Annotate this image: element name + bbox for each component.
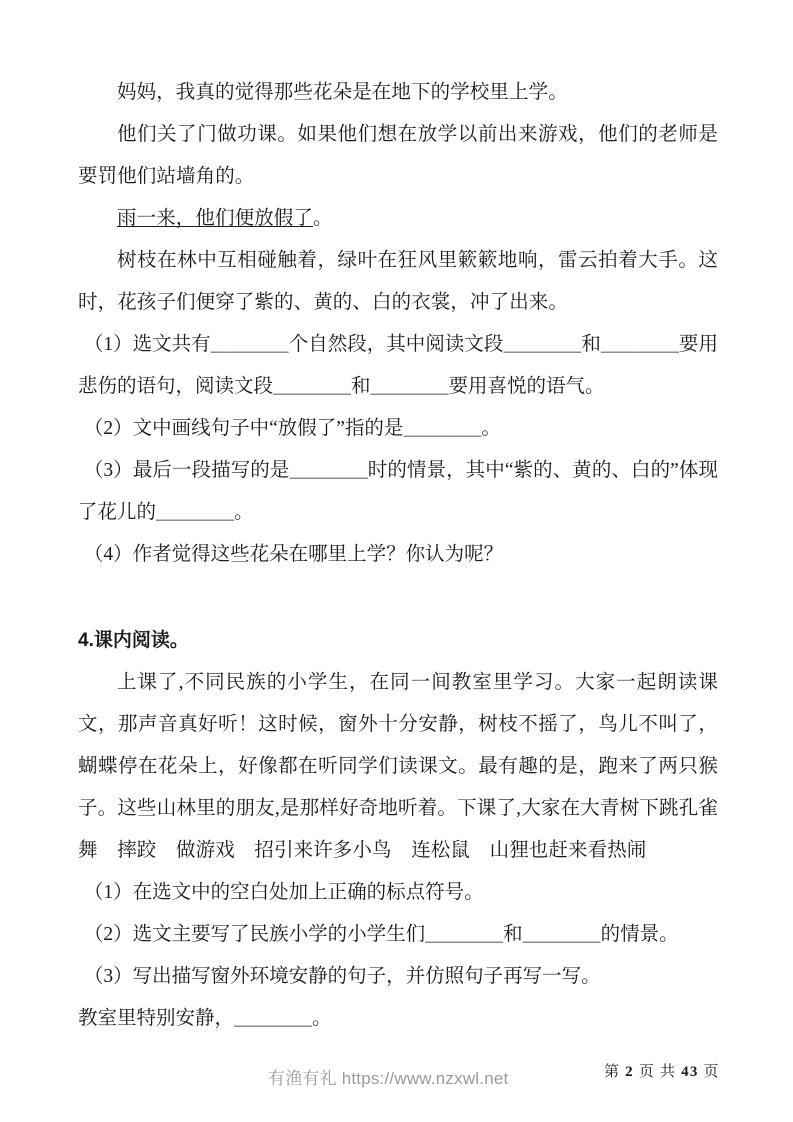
question-1-4: （4）作者觉得这些花朵在哪里上学？你认为呢？ [83, 544, 504, 565]
paragraph-minority-school: 上课了,不同民族的小学生，在同一间教室里学习。大家一起朗读课文，那声音真好听！这时候，窗外十分安静，树枝不摇了，鸟儿不叫了，蝴蝶停在花朵上，好像都在听同学们读课文。最有趣的是，跑来了两只猴子。这些山林里的朋友,是那样好奇地听着。下课了,大家在大青树下跳孔雀舞 摔跤 做游戏 招引来许多小鸟 连松鼠 山狸也赶来看热闹 [78, 672, 718, 861]
page-label-prefix: 第 [604, 1064, 621, 1080]
paragraph-homework: 他们关了门做功课。如果他们想在放学以前出来游戏，他们的老师是要罚他们站墙角的。 [78, 124, 718, 187]
section-heading-4: 4.课内阅读。 [78, 630, 189, 651]
section-spacer [78, 576, 718, 620]
question-2-2: （2）选文主要写了民族小学的小学生们＿＿＿＿和＿＿＿＿的情景。 [83, 924, 679, 945]
paragraph-mother-flowers: 妈妈，我真的觉得那些花朵是在地下的学校里上学。 [117, 82, 568, 103]
page-footer [0, 1060, 793, 1100]
paragraph-underlined-holiday [78, 198, 718, 240]
underlined-sentence: 雨一来，他们便放假了 [117, 208, 314, 229]
page-label-middle: 页 共 [638, 1064, 677, 1080]
page-label-suffix: 页 [703, 1064, 720, 1080]
question-1-1: （1）选文共有＿＿＿＿个自然段，其中阅读文段＿＿＿＿和＿＿＿＿要用悲伤的语句，阅读文段＿＿＿＿和＿＿＿＿要用喜悦的语气。 [78, 334, 718, 397]
underlined-sentence-period: 。 [313, 208, 333, 229]
page-current-number: 2 [625, 1064, 634, 1080]
page-number [604, 1060, 720, 1081]
question-2-3: （3）写出描写窗外环境安静的句子，并仿照句子再写一写。 [83, 966, 601, 987]
site-watermark: 有渔有礼 https://www.nzxwl.net [268, 1069, 509, 1088]
page-total-number: 43 [681, 1064, 699, 1080]
paragraph-branches-wind: 树枝在林中互相碰触着，绿叶在狂风里簌簌地响，雷云拍着大手。这时，花孩子们便穿了紫的、黄的、白的衣裳，冲了出来。 [78, 250, 718, 313]
question-1-2: （2）文中画线句子中“放假了”指的是＿＿＿＿。 [83, 418, 501, 439]
answer-line-classroom-quiet: 教室里特别安静，＿＿＿＿。 [78, 1008, 332, 1029]
question-1-3: （3）最后一段描写的是＿＿＿＿时的情景，其中“紫的、黄的、白的”体现了花儿的＿＿＿＿。 [78, 460, 718, 523]
document-body [78, 72, 718, 1040]
question-2-1: （1）在选文中的空白处加上正确的标点符号。 [83, 882, 484, 903]
